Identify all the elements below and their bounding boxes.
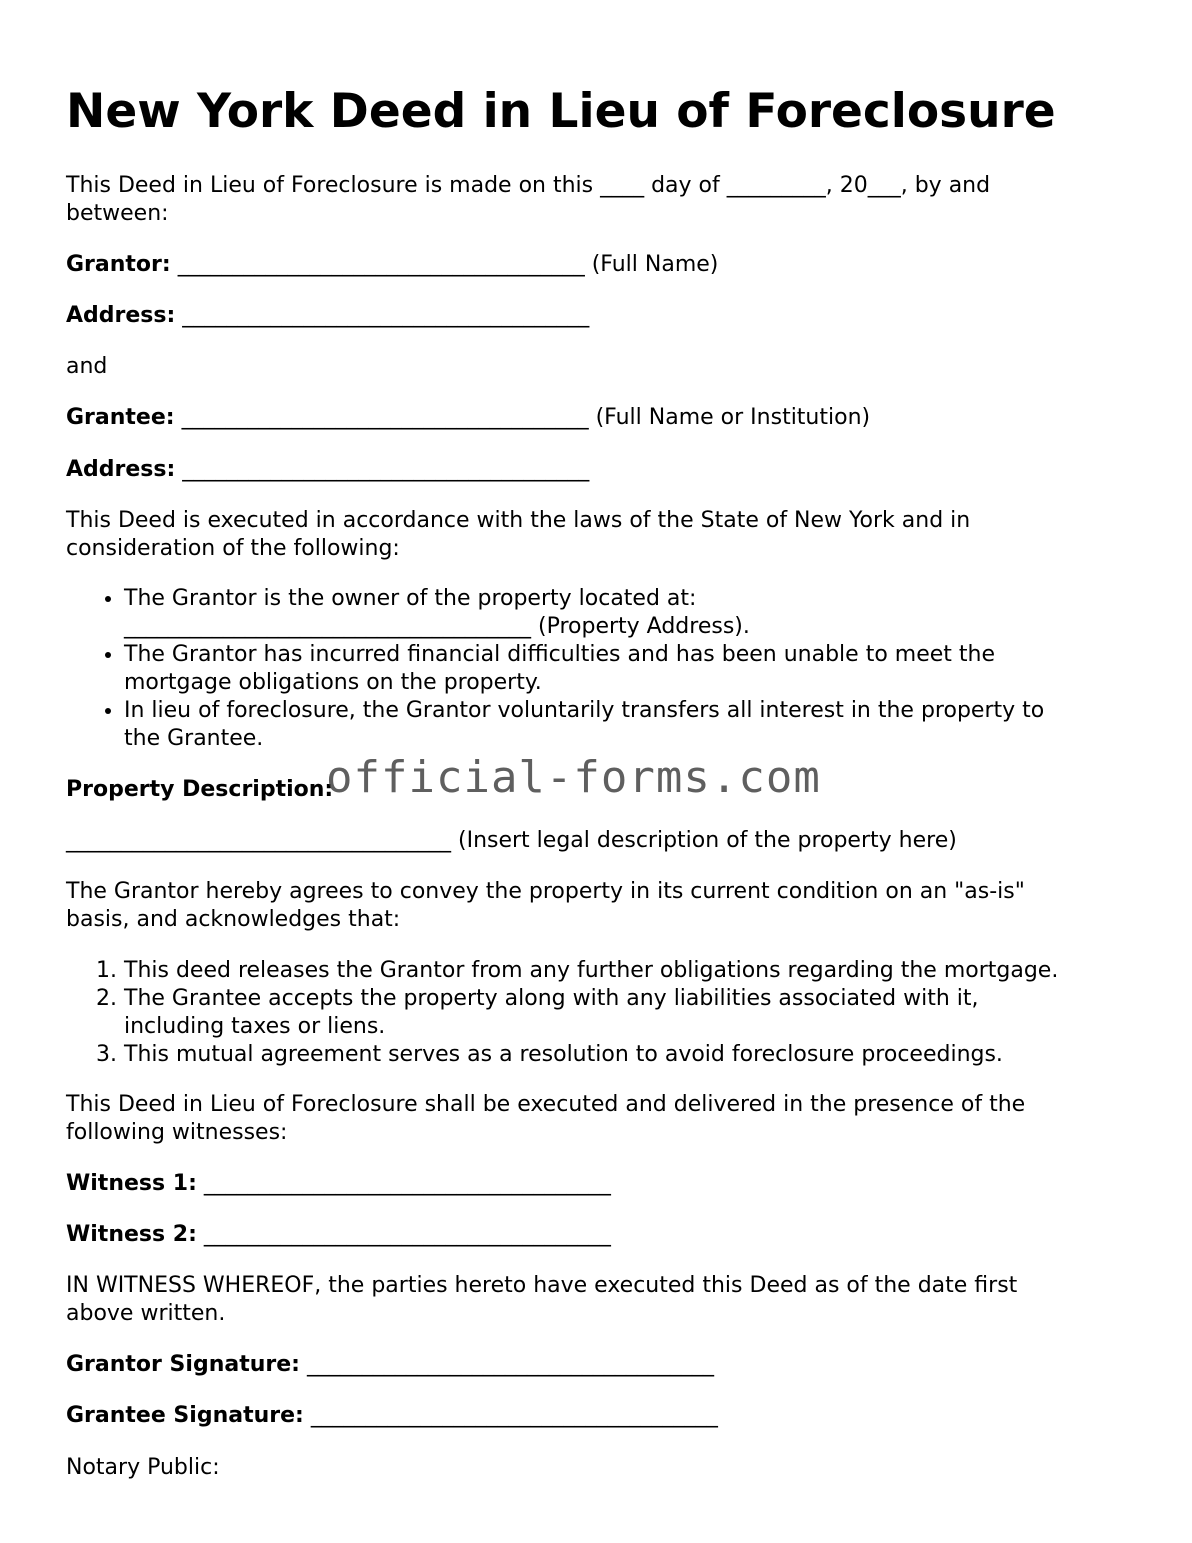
grantor-signature-line — [66, 1351, 1136, 1379]
property-description-note: (Insert legal description of the property here) — [458, 828, 957, 853]
numbered-3-line-1: This mutual agreement serves as a resolution to avoid foreclosure proceedings. — [124, 1042, 1003, 1067]
grantor-note: (Full Name) — [591, 252, 719, 277]
list-item — [124, 1041, 1184, 1069]
grantor-line — [66, 251, 1136, 279]
list-item — [124, 641, 1184, 697]
intro-line-1: This Deed in Lieu of Foreclosure is made on this ____ day of _________, 20___, by and — [66, 173, 991, 198]
grantor-name-blank[interactable]: _____________________________________ — [177, 252, 585, 277]
witness-intro-line-1: This Deed in Lieu of Foreclosure shall be executed and delivered in the presence of the — [66, 1092, 1026, 1117]
bullet-1-line-2[interactable]: _____________________________________ (Property Address). — [124, 614, 750, 639]
grantor-signature-blank[interactable]: _____________________________________ — [306, 1352, 714, 1377]
convey-paragraph — [66, 878, 1136, 934]
bullet-2-line-2: mortgage obligations on the property. — [124, 670, 542, 695]
consideration-line-1: This Deed is executed in accordance with the laws of the State of New York and in — [66, 508, 971, 533]
convey-line-1: The Grantor hereby agrees to convey the property in its current condition on an "as-is" — [66, 879, 1025, 904]
grantor-address-line — [66, 302, 1136, 330]
consideration-paragraph — [66, 507, 1136, 563]
intro-paragraph — [66, 172, 1136, 228]
witness-2-blank[interactable]: _____________________________________ — [203, 1222, 611, 1247]
convey-line-2: basis, and acknowledges that: — [66, 907, 401, 932]
bullet-2-line-1: The Grantor has incurred financial difficulties and has been unable to meet the — [124, 642, 995, 667]
witness-1-blank[interactable]: _____________________________________ — [203, 1171, 611, 1196]
list-item — [124, 585, 1184, 641]
witness-1-label: Witness 1: — [66, 1171, 197, 1196]
witness-intro-paragraph — [66, 1091, 1136, 1147]
grantee-label: Grantee: — [66, 405, 175, 430]
grantee-signature-blank[interactable]: _____________________________________ — [310, 1403, 718, 1428]
document-title: New York Deed in Lieu of Foreclosure — [66, 84, 1056, 139]
grantee-address-line — [66, 456, 1136, 484]
watermark: official-forms.com — [326, 752, 821, 803]
consideration-list — [66, 585, 1184, 753]
bullet-3-line-1: In lieu of foreclosure, the Grantor voluntarily transfers all interest in the property to — [124, 698, 1045, 723]
numbered-2-line-1: The Grantee accepts the property along with any liabilities associated with it, — [124, 986, 979, 1011]
witness-intro-line-2: following witnesses: — [66, 1120, 288, 1145]
property-description-blank[interactable]: ___________________________________ — [66, 828, 451, 853]
grantee-address-label: Address: — [66, 457, 176, 482]
in-witness-paragraph — [66, 1272, 1136, 1328]
in-witness-line-2: above written. — [66, 1301, 226, 1326]
bullet-1-line-1: The Grantor is the owner of the property located at: — [124, 586, 697, 611]
grantor-address-label: Address: — [66, 303, 176, 328]
in-witness-line-1: IN WITNESS WHEREOF, the parties hereto have executed this Deed as of the date first — [66, 1273, 1018, 1298]
grantor-address-blank[interactable]: _____________________________________ — [182, 303, 590, 328]
consideration-line-2: consideration of the following: — [66, 536, 400, 561]
and-text: and — [66, 354, 108, 379]
list-item — [124, 697, 1184, 753]
grantor-signature-label: Grantor Signature: — [66, 1352, 300, 1377]
property-description-line — [66, 827, 1136, 855]
witness-2-label: Witness 2: — [66, 1222, 197, 1247]
list-item — [124, 957, 1184, 985]
list-item — [124, 985, 1184, 1041]
grantee-line — [66, 404, 1136, 432]
acknowledgement-list — [66, 957, 1184, 1069]
bullet-3-line-2: the Grantee. — [124, 726, 264, 751]
grantee-note: (Full Name or Institution) — [595, 405, 871, 430]
grantee-name-blank[interactable]: _____________________________________ — [181, 405, 589, 430]
property-description-label: Property Description: — [66, 777, 334, 802]
numbered-2-line-2: including taxes or liens. — [124, 1014, 386, 1039]
grantee-signature-label: Grantee Signature: — [66, 1403, 304, 1428]
notary-label: Notary Public: — [66, 1455, 220, 1480]
grantee-address-blank[interactable]: _____________________________________ — [182, 457, 590, 482]
intro-line-2: between: — [66, 201, 169, 226]
witness-1-line — [66, 1170, 1136, 1198]
grantee-signature-line — [66, 1402, 1136, 1430]
grantor-label: Grantor: — [66, 252, 171, 277]
witness-2-line — [66, 1221, 1136, 1249]
numbered-1-line-1: This deed releases the Grantor from any further obligations regarding the mortgage. — [124, 958, 1059, 983]
